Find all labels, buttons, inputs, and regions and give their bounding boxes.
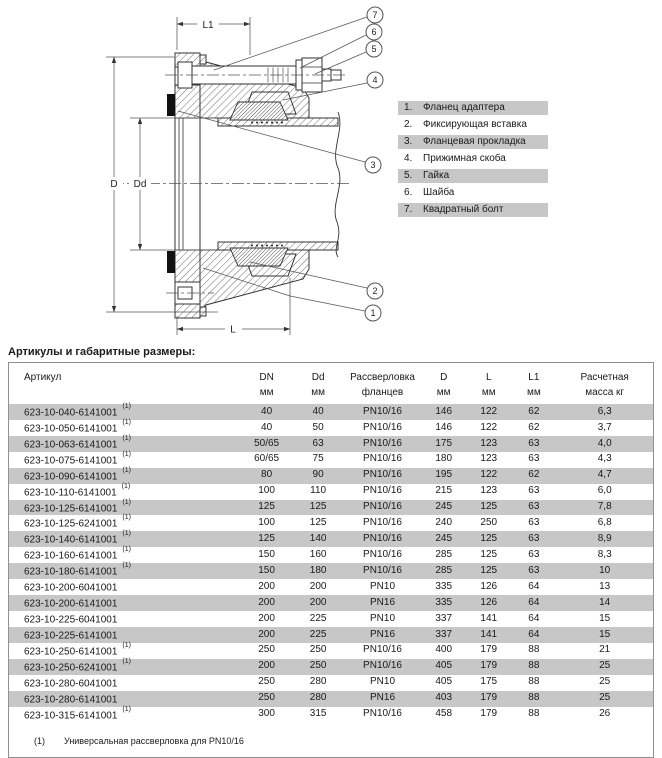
legend-item-label: Фланец адаптера [423, 102, 505, 113]
cell-mass: 4,0 [597, 437, 612, 449]
cell-dd: 140 [309, 533, 327, 545]
legend-item-label: Фланцевая прокладка [423, 136, 526, 147]
cell-article: 623-10-050-6141001$^{(1)}$ [24, 418, 131, 435]
cell-l1: 63 [528, 548, 540, 560]
cell-drill: PN10 [370, 612, 396, 624]
footnote-ref: (1) [122, 657, 131, 665]
legend-item-label: Квадратный болт [423, 204, 504, 215]
svg-text:3: 3 [370, 160, 376, 171]
table-row [9, 515, 653, 531]
cell-dd: 125 [309, 501, 327, 513]
cell-drill: PN16 [370, 692, 396, 704]
cell-l1: 64 [528, 596, 540, 608]
legend-item [398, 101, 548, 115]
cell-l1: 63 [528, 564, 540, 576]
footnote-ref: (1) [122, 434, 131, 442]
cell-drill: PN10 [370, 580, 396, 592]
callout-3 [365, 157, 381, 173]
table-row [9, 500, 653, 516]
cell-l1: 88 [528, 692, 540, 704]
table-row [9, 579, 653, 595]
footnote-ref: (1) [122, 466, 131, 474]
col-header-article: Артикул [24, 372, 62, 383]
svg-text:2: 2 [372, 286, 378, 297]
cell-d: 285 [435, 564, 453, 576]
callout-balloons [365, 7, 383, 321]
spec-table [9, 363, 653, 722]
col-header-d: D мм [436, 372, 451, 398]
legend-item-number: 1. [404, 102, 413, 113]
cell-l: 125 [480, 501, 498, 513]
table-row [9, 404, 653, 420]
callout-1 [365, 305, 381, 321]
cell-article: 623-10-200-6141001 [24, 598, 118, 610]
cell-dn: 50/65 [254, 437, 280, 449]
footnote-ref: (1) [122, 514, 131, 522]
cell-mass: 7,8 [597, 501, 612, 513]
cell-drill: PN10/16 [363, 708, 402, 720]
cell-l1: 88 [528, 660, 540, 672]
cell-dd: 180 [309, 564, 327, 576]
callout-7 [367, 7, 383, 23]
cell-dn: 250 [258, 692, 275, 704]
cell-l1: 88 [528, 708, 540, 720]
cell-drill: PN10/16 [363, 501, 402, 513]
col-header-dd: Dd мм [311, 372, 325, 398]
table-row [9, 436, 653, 452]
cell-dd: 225 [309, 628, 327, 640]
cell-d: 335 [435, 596, 453, 608]
dim-label-d: D [110, 179, 118, 190]
col-header-mass: Расчетная масса кг [580, 372, 629, 398]
cell-dd: 50 [312, 421, 324, 433]
cell-dd: 160 [309, 548, 327, 560]
cell-l: 123 [480, 437, 498, 449]
cell-l: 125 [480, 533, 498, 545]
legend-item [398, 135, 548, 149]
cell-l: 179 [480, 644, 498, 656]
gasket-and-insert [230, 102, 288, 266]
cell-l: 141 [480, 612, 498, 624]
legend-item-label: Фиксирующая вставка [423, 119, 527, 130]
table-row [9, 627, 653, 643]
cell-drill: PN10/16 [363, 644, 402, 656]
cell-l1: 88 [528, 644, 540, 656]
cell-article: 623-10-280-6141001 [24, 693, 118, 705]
cell-dd: 125 [309, 517, 327, 529]
cell-drill: PN10/16 [363, 437, 402, 449]
cell-d: 180 [435, 453, 453, 465]
cell-l1: 63 [528, 437, 540, 449]
cell-dn: 150 [258, 564, 275, 576]
cell-drill: PN10/16 [363, 405, 402, 417]
svg-text:7: 7 [372, 10, 378, 21]
pipe [218, 112, 340, 257]
cell-dn: 60/65 [254, 453, 280, 465]
cell-article: 623-10-110-6141001$^{(1)}$ [24, 482, 131, 498]
cell-dd: 40 [312, 405, 324, 417]
cell-dn: 200 [258, 580, 275, 592]
callout-2 [367, 283, 383, 299]
cell-l: 125 [480, 548, 498, 560]
cell-l: 123 [480, 453, 498, 465]
footnote-ref: (1) [122, 705, 131, 713]
cell-d: 195 [435, 469, 453, 481]
specs-section [8, 345, 654, 758]
cell-article: 623-10-280-6041001 [24, 678, 118, 689]
table-row [9, 595, 653, 611]
table-row [9, 691, 653, 707]
cell-article: 623-10-180-6141001$^{(1)}$ [24, 562, 131, 578]
svg-text:1: 1 [370, 308, 376, 319]
cell-drill: PN10/16 [363, 548, 402, 560]
cell-mass: 6,0 [597, 485, 612, 497]
cell-dn: 40 [261, 405, 273, 417]
cell-dn: 125 [258, 533, 275, 545]
cell-drill: PN10/16 [363, 533, 402, 545]
parts-legend [398, 101, 548, 220]
callout-4 [367, 72, 383, 88]
table-row [9, 484, 653, 500]
table-row [9, 452, 653, 468]
cell-dd: 225 [309, 612, 327, 624]
cell-article: 623-10-200-6041001 [24, 582, 118, 594]
cell-d: 285 [435, 548, 453, 560]
footnote-text: Универсальная рассверловка для PN10/16 [64, 736, 244, 747]
table-row [9, 420, 653, 436]
cell-article: 623-10-160-6141001$^{(1)}$ [24, 546, 131, 562]
svg-text:6: 6 [371, 27, 377, 38]
cell-l: 125 [480, 564, 498, 576]
cell-d: 405 [435, 676, 453, 688]
callout-5 [366, 41, 382, 57]
cell-mass: 25 [599, 660, 611, 672]
cell-mass: 4,3 [597, 453, 612, 465]
cell-article: 623-10-090-6141001$^{(1)}$ [24, 466, 131, 483]
footnote-ref: (1) [122, 403, 131, 410]
cell-l1: 88 [528, 676, 540, 688]
legend-item-number: 3. [404, 136, 413, 147]
cell-dn: 125 [258, 501, 275, 513]
footnote-ref: (1) [121, 482, 131, 490]
specs-title: Артикулы и габаритные размеры: [8, 346, 196, 358]
table-row [9, 659, 653, 675]
col-header-l: L мм [481, 372, 496, 398]
legend-item-number: 2. [404, 119, 413, 130]
cell-dd: 63 [312, 437, 324, 449]
cell-l: 122 [480, 469, 498, 481]
cell-mass: 8,3 [597, 548, 612, 560]
cell-mass: 10 [599, 564, 611, 576]
cell-l1: 64 [528, 580, 540, 592]
cell-article: 623-10-315-6141001$^{(1)}$ [24, 705, 131, 721]
cell-dd: 280 [309, 676, 327, 688]
cell-l: 175 [480, 676, 498, 688]
footnote-marker: (1) [34, 736, 45, 747]
cell-d: 337 [435, 628, 453, 640]
cell-mass: 8,9 [597, 533, 612, 545]
legend-item-label: Прижимная скоба [423, 153, 506, 164]
table-row [9, 707, 653, 723]
footnote-ref: (1) [122, 641, 131, 649]
cell-l1: 63 [528, 517, 540, 529]
cell-d: 146 [435, 421, 453, 433]
footnote-ref: (1) [122, 418, 131, 426]
cell-drill: PN10/16 [363, 564, 402, 576]
cell-dd: 200 [309, 580, 327, 592]
cell-dn: 200 [258, 612, 275, 624]
cell-mass: 15 [599, 628, 611, 640]
cell-l1: 62 [528, 421, 540, 433]
legend-item-label: Шайба [423, 187, 455, 198]
cell-drill: PN10 [370, 676, 396, 688]
cell-l1: 63 [528, 453, 540, 465]
cell-l: 122 [480, 421, 498, 433]
cell-l1: 63 [528, 533, 540, 545]
cell-d: 400 [435, 644, 453, 656]
table-row [9, 675, 653, 691]
cell-article: 623-10-140-6141001$^{(1)}$ [24, 530, 131, 546]
cell-dn: 250 [258, 676, 275, 688]
cell-dn: 200 [258, 660, 275, 672]
legend-item-number: 6. [404, 187, 413, 198]
cell-mass: 26 [599, 708, 611, 720]
cell-dn: 200 [258, 628, 275, 640]
legend-item [398, 169, 548, 183]
cell-mass: 13 [599, 580, 611, 592]
cell-drill: PN16 [370, 596, 396, 608]
cell-l1: 63 [528, 485, 540, 497]
cell-d: 245 [435, 501, 453, 513]
cell-l1: 64 [528, 628, 540, 640]
svg-text:4: 4 [372, 75, 378, 86]
cell-drill: PN16 [370, 628, 396, 640]
cell-mass: 21 [599, 644, 611, 656]
cell-dd: 200 [309, 596, 327, 608]
footnote-ref: (1) [122, 546, 131, 554]
cell-d: 146 [435, 405, 453, 417]
callout-6 [366, 24, 382, 40]
cell-mass: 6,8 [597, 517, 612, 529]
cell-l1: 62 [528, 469, 540, 481]
cell-l: 141 [480, 628, 498, 640]
svg-text:5: 5 [371, 44, 377, 55]
cell-article: 623-10-225-6041001 [24, 614, 118, 626]
footnote-ref: (1) [122, 450, 131, 458]
cell-mass: 25 [599, 676, 611, 688]
cell-article: 623-10-125-6241001$^{(1)}$ [24, 514, 131, 530]
spec-table-box [8, 362, 654, 758]
table-row [9, 611, 653, 627]
table-row [9, 643, 653, 659]
cell-dd: 110 [310, 485, 327, 497]
cell-dn: 150 [258, 548, 275, 560]
cell-l: 123 [480, 485, 498, 497]
spec-table-header-row [9, 363, 653, 404]
cell-d: 175 [435, 437, 453, 449]
cell-dd: 250 [309, 660, 327, 672]
cell-l: 126 [480, 580, 498, 592]
cell-dn: 300 [258, 708, 275, 720]
cell-mass: 15 [599, 612, 611, 624]
cell-mass: 25 [599, 692, 611, 704]
cell-mass: 3,7 [597, 421, 612, 433]
cell-article: 623-10-250-6241001$^{(1)}$ [24, 657, 131, 674]
cell-mass: 14 [599, 596, 611, 608]
legend-item-number: 7. [404, 204, 413, 215]
table-footnote [9, 722, 653, 757]
legend-item-number: 4. [404, 153, 413, 164]
cell-drill: PN10/16 [363, 469, 402, 481]
cell-dn: 250 [258, 644, 275, 656]
cell-dn: 100 [258, 485, 275, 497]
cell-mass: 4,7 [597, 469, 612, 481]
dim-label-l: L [230, 324, 236, 336]
cell-l1: 63 [528, 501, 540, 513]
footnote-ref: (1) [122, 530, 131, 538]
cell-dn: 200 [258, 596, 275, 608]
cell-d: 337 [435, 612, 453, 624]
technical-drawing [0, 0, 400, 345]
cell-dn: 80 [261, 469, 273, 481]
cell-article: 623-10-040-6141001$^{(1)}$ [24, 403, 131, 419]
legend-item [398, 203, 548, 217]
cell-drill: PN10/16 [363, 517, 402, 529]
cell-l: 179 [480, 660, 498, 672]
cell-d: 215 [435, 485, 453, 497]
legend-item [398, 186, 548, 200]
cell-article: 623-10-075-6141001$^{(1)}$ [24, 450, 131, 467]
col-header-l1: L1 мм [526, 372, 541, 398]
cell-article: 623-10-125-6141001$^{(1)}$ [24, 498, 131, 514]
cell-d: 245 [435, 533, 453, 545]
cell-dd: 90 [312, 469, 324, 481]
cell-dn: 100 [258, 517, 275, 529]
cell-d: 405 [435, 660, 453, 672]
cell-l: 126 [480, 596, 498, 608]
cell-l1: 62 [528, 405, 540, 417]
cell-dd: 75 [312, 453, 324, 465]
cell-mass: 6,3 [597, 405, 612, 417]
cell-l: 250 [480, 517, 498, 529]
legend-item-number: 5. [404, 170, 413, 181]
flange-adapter-section-drawing [0, 0, 400, 345]
table-row [9, 531, 653, 547]
table-row [9, 468, 653, 484]
insert-teeth [251, 122, 283, 247]
dim-label-l1: L1 [202, 20, 214, 31]
cell-article: 623-10-225-6141001 [24, 630, 118, 642]
footnote-ref: (1) [122, 562, 131, 570]
cell-drill: PN10/16 [363, 453, 402, 465]
cell-l: 179 [480, 692, 498, 704]
dim-label-dd: Dd [133, 179, 147, 190]
table-row [9, 563, 653, 579]
cell-dn: 40 [261, 421, 273, 433]
cell-l1: 64 [528, 612, 540, 624]
col-header-dn: DN мм [259, 372, 274, 398]
spec-table-body [9, 404, 653, 722]
cell-drill: PN10/16 [363, 660, 402, 672]
col-header-drill: Рассверловка фланцев [350, 372, 415, 398]
legend-item [398, 118, 548, 132]
cell-drill: PN10/16 [363, 485, 402, 497]
table-row [9, 547, 653, 563]
cell-l: 179 [480, 708, 498, 720]
cell-drill: PN10/16 [363, 421, 402, 433]
legend-item-label: Гайка [423, 170, 450, 181]
cell-l: 122 [480, 405, 498, 417]
cell-d: 403 [435, 692, 453, 704]
legend-item [398, 152, 548, 166]
cell-dd: 250 [309, 644, 327, 656]
cell-d: 458 [435, 708, 453, 720]
cell-d: 240 [435, 517, 453, 529]
cell-d: 335 [435, 580, 453, 592]
cell-dd: 280 [309, 692, 327, 704]
cell-article: 623-10-063-6141001$^{(1)}$ [24, 434, 131, 451]
cell-article: 623-10-250-6141001$^{(1)}$ [24, 641, 131, 658]
footnote-ref: (1) [122, 498, 131, 506]
cell-dd: 315 [309, 708, 327, 720]
